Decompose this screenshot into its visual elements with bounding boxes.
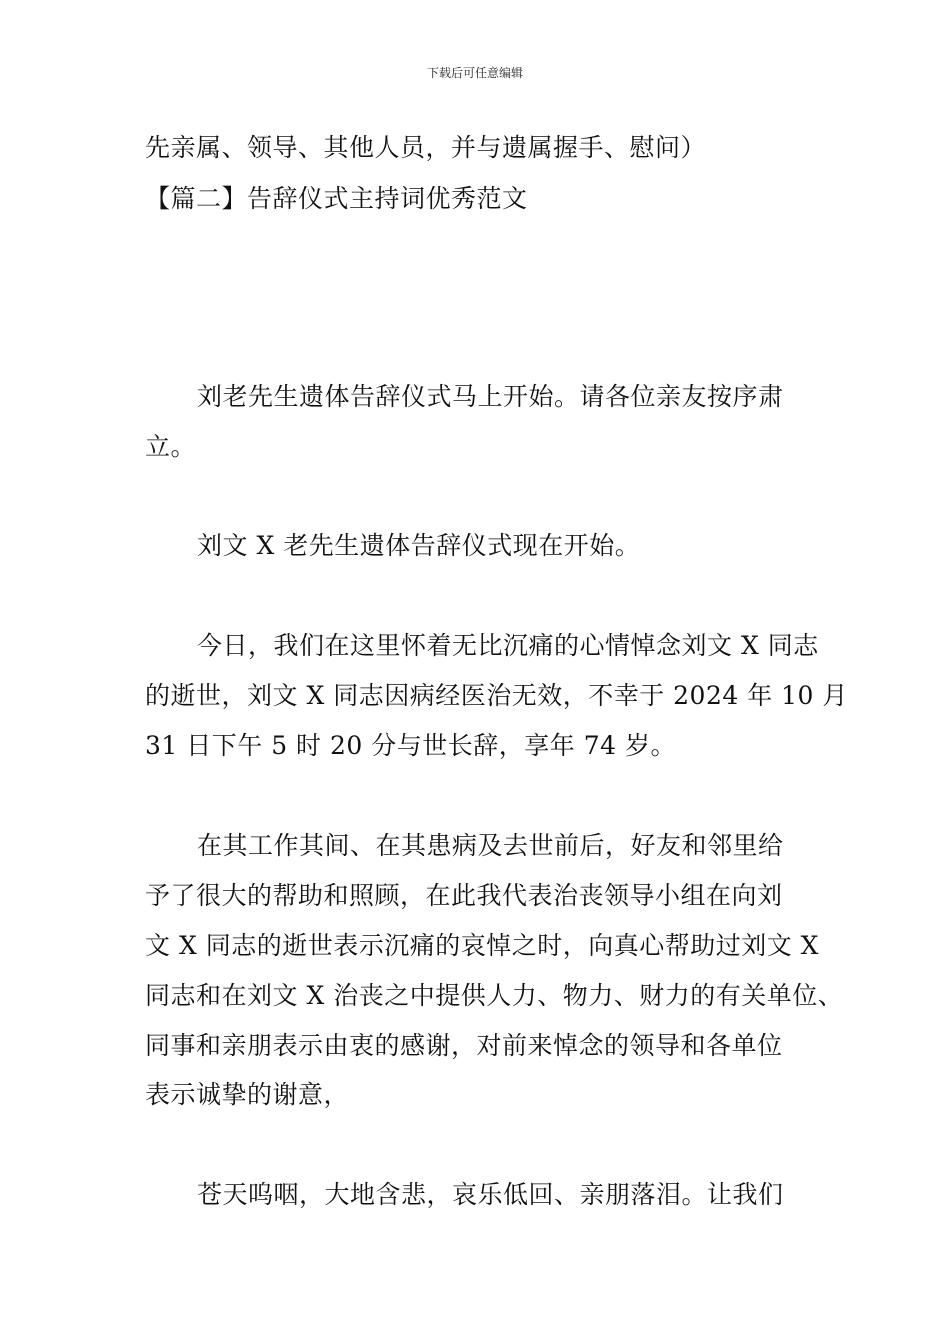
paragraph-5-line-1: 苍天呜咽，大地含悲，哀乐低回、亲朋落泪。让我们 <box>197 1180 784 1209</box>
section-heading: 【篇二】告辞仪式主持词优秀范文 <box>145 184 528 213</box>
paragraph-4-line-1: 在其工作其间、在其患病及去世前后，好友和邻里给 <box>197 831 784 860</box>
paragraph-2-line-1: 刘文 X 老先生遗体告辞仪式现在开始。 <box>197 531 641 560</box>
paragraph-1-line-1: 刘老先生遗体告辞仪式马上开始。请各位亲友按序肃 <box>197 382 784 411</box>
paragraph-4-line-3: 文 X 同志的逝世表示沉痛的哀悼之时，向真心帮助过刘文 X <box>145 931 819 960</box>
text-line-continuation: 先亲属、领导、其他人员，并与遗属握手、慰问） <box>145 133 707 162</box>
paragraph-4-line-4: 同志和在刘文 X 治丧之中提供人力、物力、财力的有关单位、 <box>145 981 844 1010</box>
page-header-note: 下载后可任意编辑 <box>426 66 523 80</box>
paragraph-4-line-2: 予了很大的帮助和照顾，在此我代表治丧领导小组在向刘 <box>145 881 783 910</box>
paragraph-4-line-6: 表示诚挚的谢意， <box>145 1080 350 1109</box>
paragraph-3-line-3: 31 日下午 5 时 20 分与世长辞，享年 74 岁。 <box>145 731 676 760</box>
paragraph-4-line-5: 同事和亲朋表示由衷的感谢，对前来悼念的领导和各单位 <box>145 1031 783 1060</box>
paragraph-3-line-1: 今日，我们在这里怀着无比沉痛的心情悼念刘文 X 同志 <box>197 631 819 660</box>
paragraph-3-line-2: 的逝世，刘文 X 同志因病经医治无效，不幸于 2024 年 10 月 <box>145 681 848 710</box>
paragraph-1-line-2: 立。 <box>145 432 197 461</box>
